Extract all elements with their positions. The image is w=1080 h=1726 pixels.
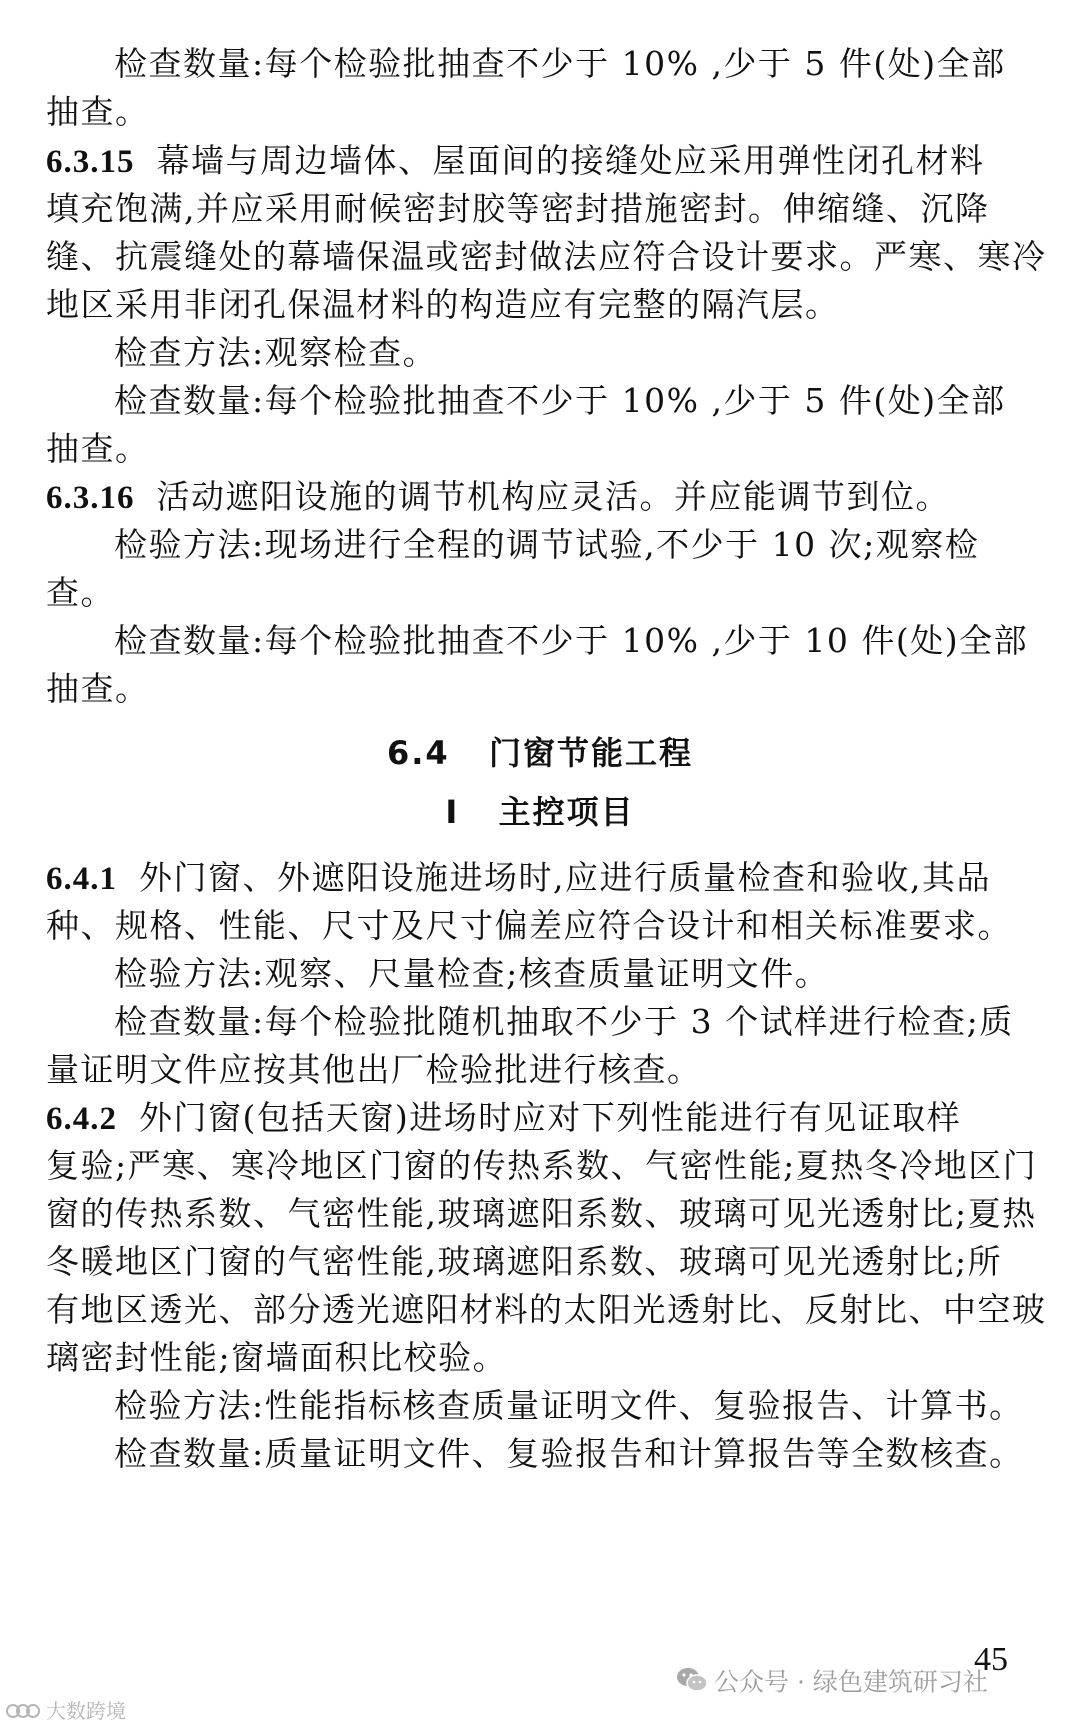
subsection-heading: I 主控项目 [445, 793, 635, 831]
clause-number: 6.4.1 [46, 861, 117, 897]
clause-line: 6.4.1 外门窗、外遮阳设施进场时,应进行质量检查和验收,其品 [46, 858, 991, 897]
paragraph-line: 地区采用非闭孔保温材料的构造应有完整的隔汽层。 [46, 285, 840, 324]
paragraph-line: 检查数量:每个检验批抽查不少于 10% ,少于 10 件(处)全部 [114, 621, 1029, 660]
clause-line: 6.3.16 活动遮阳设施的调节机构应灵活。并应能调节到位。 [46, 477, 950, 516]
paragraph-line: 检验方法:性能指标核查质量证明文件、复验报告、计算书。 [114, 1386, 1024, 1425]
paragraph-line: 抽查。 [46, 429, 150, 468]
paragraph-line: 填充饱满,并应采用耐候密封胶等密封措施密封。伸缩缝、沉降 [46, 189, 990, 228]
paragraph-line: 璃密封性能;窗墙面积比校验。 [46, 1338, 508, 1377]
clause-line: 6.4.2 外门窗(包括天窗)进场时应对下列性能进行有见证取样 [46, 1098, 962, 1137]
paragraph-line: 窗的传热系数、气密性能,玻璃遮阳系数、玻璃可见光透射比;夏热 [46, 1194, 1037, 1233]
paragraph-line: 检查数量:每个检验批随机抽取不少于 3 个试样进行检查;质 [114, 1002, 1014, 1041]
section-heading: 6.4 门窗节能工程 [386, 734, 694, 772]
paragraph-line: 抽查。 [46, 669, 150, 708]
paragraph-line: 检查数量:质量证明文件、复验报告和计算报告等全数核查。 [114, 1434, 1024, 1473]
paragraph-line: 复验;严寒、寒冷地区门窗的传热系数、气密性能;夏热冬冷地区门 [46, 1146, 1038, 1185]
paragraph-line: 检查方法:观察检查。 [114, 333, 438, 372]
paragraph-line: 量证明文件应按其他出厂检验批进行核查。 [46, 1050, 702, 1089]
paragraph-line: 种、规格、性能、尺寸及尺寸偏差应符合设计和相关标准要求。 [46, 906, 1012, 945]
clause-number: 6.3.15 [46, 144, 135, 180]
paragraph-line: 冬暖地区门窗的气密性能,玻璃遮阳系数、玻璃可见光透射比;所 [46, 1242, 1003, 1281]
clause-line: 6.3.15 幕墙与周边墙体、屋面间的接缝处应采用弹性闭孔材料 [46, 141, 985, 180]
paragraph-line: 缝、抗震缝处的幕墙保温或密封做法应符合设计要求。严寒、寒冷 [46, 237, 1047, 276]
paragraph-line: 有地区透光、部分透光遮阳材料的太阳光透射比、反射比、中空玻 [46, 1290, 1047, 1329]
paragraph-line: 检查数量:每个检验批抽查不少于 10% ,少于 5 件(处)全部 [114, 44, 1006, 83]
logo-icon [6, 1702, 40, 1724]
clause-number: 6.3.16 [46, 480, 135, 516]
watermark-left: 大数跨境 [6, 1700, 126, 1724]
clause-number: 6.4.2 [46, 1101, 117, 1137]
page-number: 45 [974, 1641, 1008, 1678]
paragraph-line: 检验方法:现场进行全程的调节试验,不少于 10 次;观察检 [114, 525, 980, 564]
watermark-right: 公众号 · 绿色建筑研习社 [676, 1666, 988, 1701]
paragraph-line: 检验方法:观察、尺量检查;核查质量证明文件。 [114, 954, 830, 993]
paragraph-line: 抽查。 [46, 92, 150, 131]
wechat-icon [676, 1666, 708, 1701]
paragraph-line: 检查数量:每个检验批抽查不少于 10% ,少于 5 件(处)全部 [114, 381, 1006, 420]
paragraph-line: 查。 [46, 573, 115, 612]
